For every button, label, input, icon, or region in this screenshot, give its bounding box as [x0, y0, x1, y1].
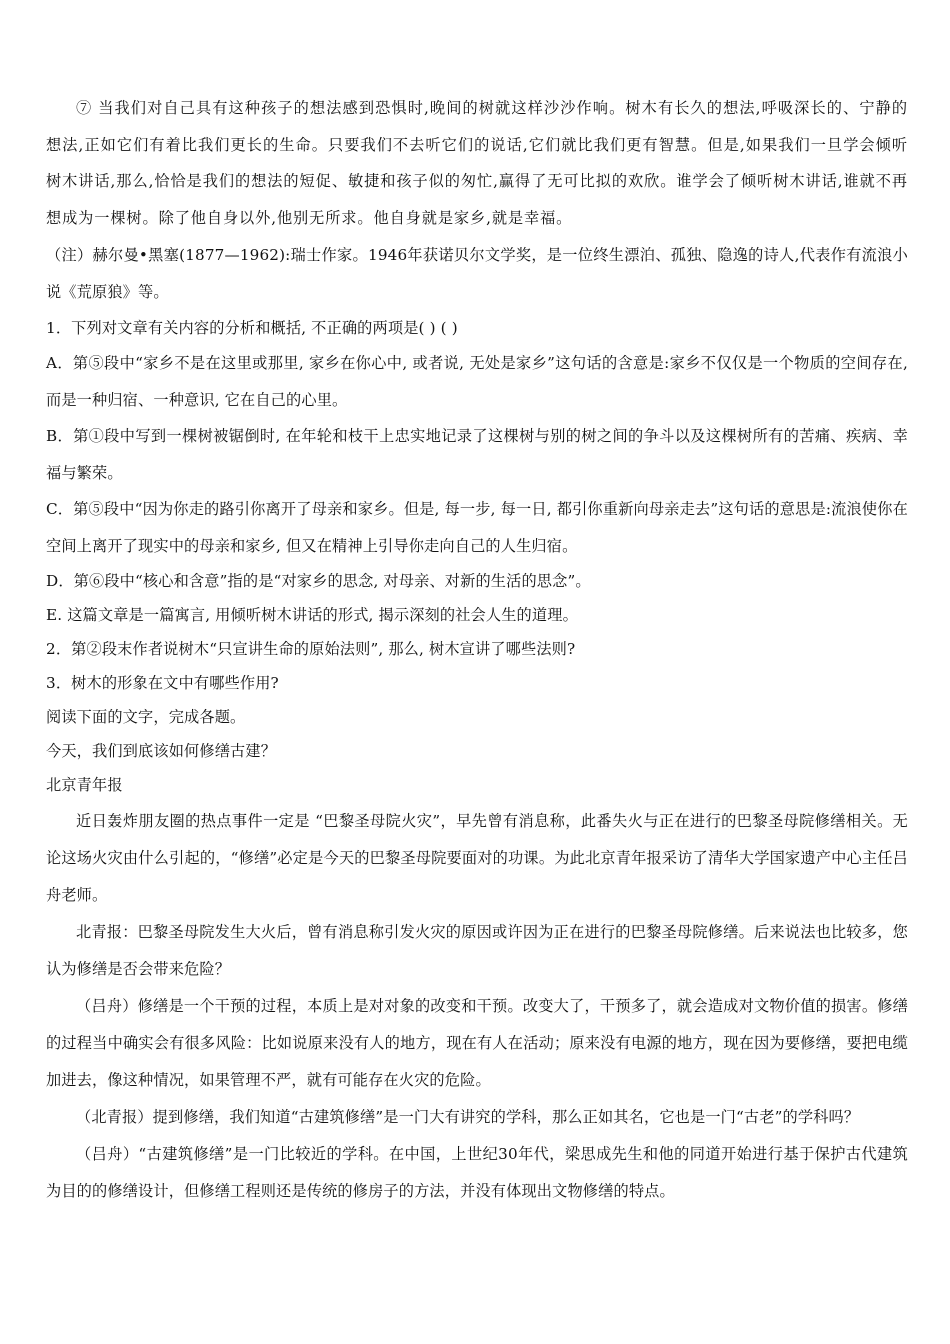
document-page — [46, 90, 908, 1210]
paragraph-7: ⑦ 当我们对自己具有这种孩子的想法感到恐惧时,晚间的树就这样沙沙作响。树木有长久的想法,呼吸深长的、宁静的想法,正如它们有着比我们更长的生命。只要我们不去听它们的说话,它们就比我们更有智慧。但是,如果我们一旦学会倾听树木讲话,那么,恰恰是我们的想法的短促、敏捷和孩子似的匆忙,赢得了无可比拟的欢欣。谁学会了倾听树木讲话,谁就不再想成为一棵树。除了他自身以外,他别无所求。他自身就是家乡,就是幸福。 — [46, 99, 908, 227]
article-paragraph: 近日轰炸朋友圈的热点事件一定是 “巴黎圣母院火灾”，早先曾有消息称，此番失火与正在进行的巴黎圣母院修缮相关。无论这场火灾由什么引起的，“修缮”必定是今天的巴黎圣母院要面对的功课。为此北京青年报采访了清华大学国家遗产中心主任吕舟老师。 — [46, 812, 908, 904]
article-paragraph: 北青报：巴黎圣母院发生大火后，曾有消息称引发火灾的原因或许因为正在进行的巴黎圣母院修缮。后来说法也比较多，您认为修缮是否会带来危险？ — [46, 923, 908, 978]
option-d: D．第⑥段中“核心和含意”指的是“对家乡的思念, 对母亲、对新的生活的思念”。 — [46, 572, 591, 590]
option-c: C．第⑤段中“因为你走的路引你离开了母亲和家乡。但是, 每一步, 每一日, 都引你重新向母亲走去”这句话的意思是:流浪使你在空间上离开了现实中的母亲和家乡, 但又在精神上引导你走向自己的人生归宿。 — [46, 500, 908, 555]
article-paragraph: （吕舟）“古建筑修缮”是一门比较近的学科。在中国，上世纪30年代，梁思成先生和他的同道开始进行基于保护古代建筑为目的的修缮设计，但修缮工程则还是传统的修房子的方法，并没有体现出文物修缮的特点。 — [46, 1145, 908, 1200]
question-3: 3．树木的形象在文中有哪些作用? — [46, 674, 279, 692]
reading-instruction: 阅读下面的文字，完成各题。 — [46, 708, 246, 726]
option-e: E. 这篇文章是一篇寓言, 用倾听树木讲话的形式, 揭示深刻的社会人生的道理。 — [46, 606, 578, 624]
question-2: 2．第②段末作者说树木“只宣讲生命的原始法则”, 那么, 树木宣讲了哪些法则? — [46, 640, 576, 658]
option-a: A．第⑤段中“家乡不是在这里或那里, 家乡在你心中, 或者说, 无处是家乡”这句话的含意是:家乡不仅仅是一个物质的空间存在, 而是一种归宿、一种意识, 它在自己的心里。 — [46, 354, 908, 409]
author-note: （注）赫尔曼•黑塞(1877—1962):瑞士作家。1946年获诺贝尔文学奖，是一位终生漂泊、孤独、隐逸的诗人,代表作有流浪小说《荒原狼》等。 — [46, 246, 908, 301]
article-paragraph: （吕舟）修缮是一个干预的过程，本质上是对对象的改变和干预。改变大了，干预多了，就会造成对文物价值的损害。修缮的过程当中确实会有很多风险：比如说原来没有人的地方，现在有人在活动；原来没有电源的地方，现在因为要修缮，要把电缆加进去，像这种情况，如果管理不严，就有可能存在火灾的危险。 — [46, 997, 908, 1089]
article-title: 今天，我们到底该如何修缮古建？ — [46, 742, 277, 760]
question-1: 1．下列对文章有关内容的分析和概括, 不正确的两项是( ) ( ) — [46, 319, 458, 337]
article-source: 北京青年报 — [46, 776, 123, 794]
article-paragraph: （北青报）提到修缮，我们知道“古建筑修缮”是一门大有讲究的学科，那么正如其名，它也是一门“古老”的学科吗？ — [76, 1108, 860, 1126]
option-b: B．第①段中写到一棵树被锯倒时, 在年轮和枝干上忠实地记录了这棵树与别的树之间的争斗以及这棵树所有的苦痛、疾病、幸福与繁荣。 — [46, 427, 908, 482]
